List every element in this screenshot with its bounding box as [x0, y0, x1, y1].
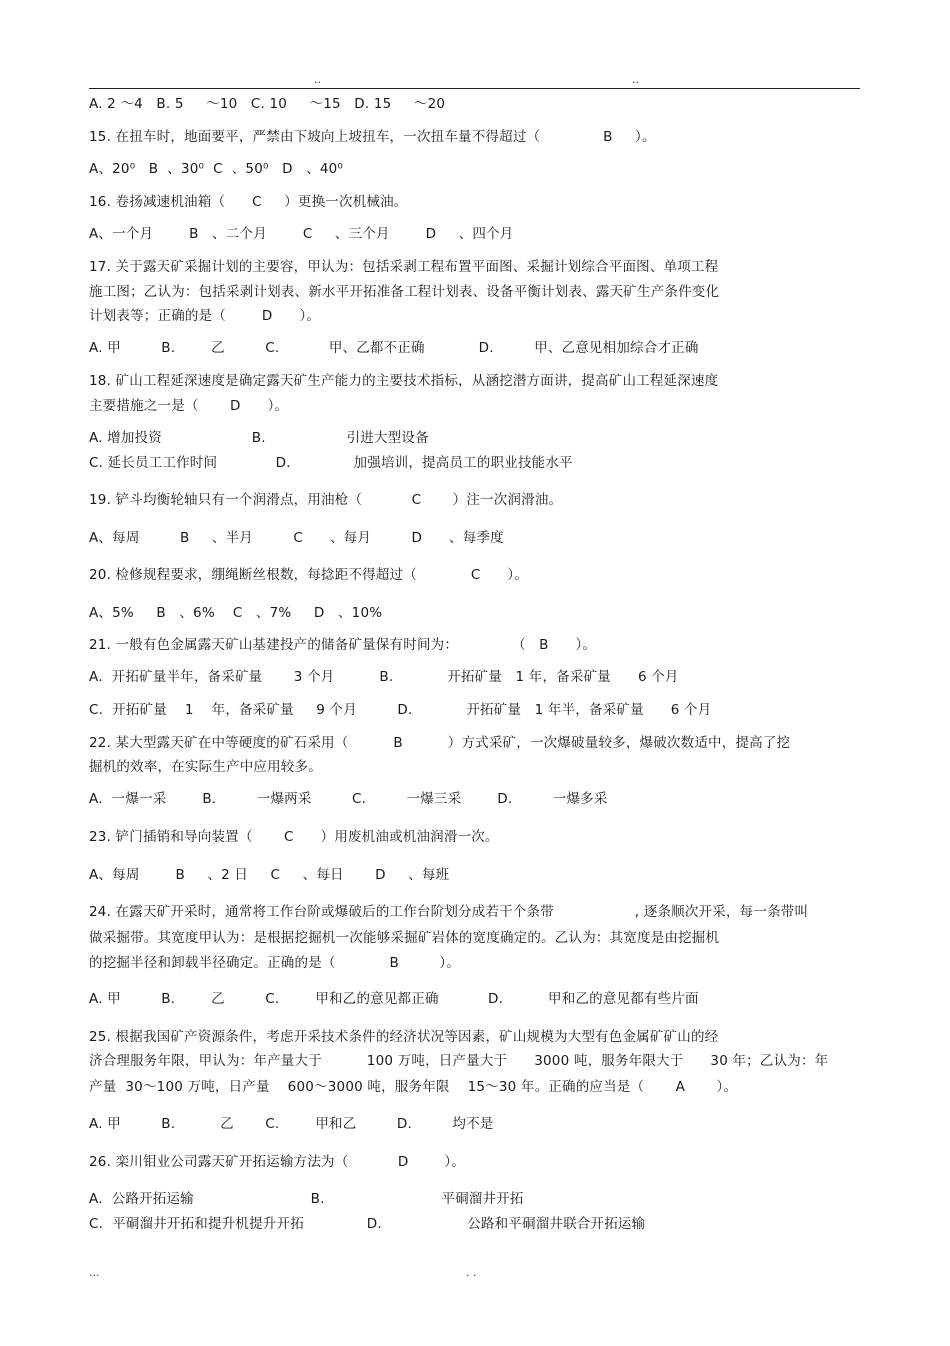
question-16: 16. 卷扬减速机油箱（ C ）更换一次机械油。: [89, 194, 408, 210]
question-20: 20. 检修规程要求，绷绳断丝根数，每捻距不得超过（ C ）。: [89, 567, 529, 583]
question-17-line-2: 施工图；乙认为：包括采剥计划表、新水平开拓准备工程计划表、设备平衡计划表、露天矿生产条件变化: [89, 284, 720, 300]
question-22-line-1: 22. 某大型露天矿在中等硬度的矿石采用（ B ）方式采矿，一次爆破量较多，爆破次数适中，提高了挖: [89, 735, 791, 751]
header-dots-right: ..: [632, 73, 639, 86]
options-21-line-1: A. 开拓矿量半年，备采矿量 3 个月 B. 开拓矿量 1 年，备采矿量 6 个月: [89, 669, 679, 685]
options-20: A、5% B 、6% C 、7% D 、10%: [89, 605, 383, 621]
options-26-line-2: C. 平硐溜井开拓和提升机提升开拓 D. 公路和平硐溜井联合开拓运输: [89, 1216, 646, 1232]
question-25-line-1: 25. 根据我国矿产资源条件，考虑开采技术条件的经济状况等因素，矿山规模为大型有色金属矿矿山的经: [89, 1029, 719, 1045]
question-17-line-1: 17. 关于露天矿采掘计划的主要容，甲认为：包括采剥工程布置平面图、采掘计划综合平面图、单项工程: [89, 259, 719, 275]
footer-dots-right: . .: [466, 1266, 477, 1279]
options-15: A、20⁰ B 、30⁰ C 、50⁰ D 、40⁰: [89, 161, 344, 177]
text-line: A. 2 ～4 B. 5 ～10 C. 10 ～15 D. 15 ～20: [89, 96, 446, 112]
options-23: A、每周 B 、2 日 C 、每日 D 、每班: [89, 867, 450, 883]
question-24-line-1: 24. 在露天矿开采时，通常将工作台阶或爆破后的工作台阶划分成若干个条带 , 逐条顺次开采，每一条带叫: [89, 904, 809, 920]
question-17-line-3: 计划表等；正确的是（ D ）。: [89, 308, 321, 324]
options-19: A、每周 B 、半月 C 、每月 D 、每季度: [89, 530, 504, 546]
options-24: A. 甲 B. 乙 C. 甲和乙的意见都正确 D. 甲和乙的意见都有些片面: [89, 991, 699, 1007]
options-22: A. 一爆一采 B. 一爆两采 C. 一爆三采 D. 一爆多采: [89, 791, 608, 807]
question-23: 23. 铲门插销和导向装置（ C ）用废机油或机油润滑一次。: [89, 829, 499, 845]
options-18-line-2: C. 延长员工工作时间 D. 加强培训，提高员工的职业技能水平: [89, 455, 573, 471]
options-18-line-1: A. 增加投资 B. 引进大型设备: [89, 430, 429, 446]
options-26-line-1: A. 公路开拓运输 B. 平硐溜井开拓: [89, 1191, 524, 1207]
question-18-line-2: 主要措施之一是（ D ）。: [89, 398, 289, 414]
question-25-line-2: 济合理服务年限，甲认为：年产量大于 100 万吨，日产量大于 3000 吨，服务年限大于 30 年；乙认为：年: [89, 1053, 829, 1069]
question-18-line-1: 18. 矿山工程延深速度是确定露天矿生产能力的主要技术指标，从涵挖潜方面讲，提高矿山工程延深速度: [89, 373, 719, 389]
header-dots-left: ..: [314, 73, 321, 86]
question-26: 26. 栾川钼业公司露天矿开拓运输方法为（ D ）。: [89, 1154, 466, 1170]
options-16: A、一个月 B 、二个月 C 、三个月 D 、四个月: [89, 226, 514, 242]
options-25: A. 甲 B. 乙 C. 甲和乙 D. 均不是: [89, 1116, 494, 1132]
options-17: A. 甲 B. 乙 C. 甲、乙都不正确 D. 甲、乙意见相加综合才正确: [89, 340, 699, 356]
question-19: 19. 铲斗均衡轮轴只有一个润滑点，用油枪（ C ）注一次润滑油。: [89, 492, 563, 508]
question-22-line-2: 掘机的效率，在实际生产中应用较多。: [89, 759, 322, 775]
options-21-line-2: C. 开拓矿量 1 年，备采矿量 9 个月 D. 开拓矿量 1 年半，备采矿量 6 个月: [89, 702, 712, 718]
question-24-line-3: 的挖掘半径和卸载半径确定。正确的是（ B ）。: [89, 955, 461, 971]
question-24-line-2: 做采掘带。其宽度甲认为：是根据挖掘机一次能够采掘矿岩体的宽度确定的。乙认为：其宽度是由挖掘机: [89, 930, 720, 946]
header-rule: [89, 88, 860, 89]
question-21: 21. 一般有色金属露天矿山基建投产的储备矿量保有时间为： （ B ）。: [89, 637, 597, 653]
question-15: 15. 在扭车时，地面要平，严禁由下坡向上坡扭车，一次扭车量不得超过（ B ）。: [89, 129, 656, 145]
footer-dots-left: ...: [89, 1266, 100, 1279]
question-25-line-3: 产量 30～100 万吨，日产量 600～3000 吨，服务年限 15～30 年。正确的应当是（ A ）。: [89, 1079, 738, 1095]
